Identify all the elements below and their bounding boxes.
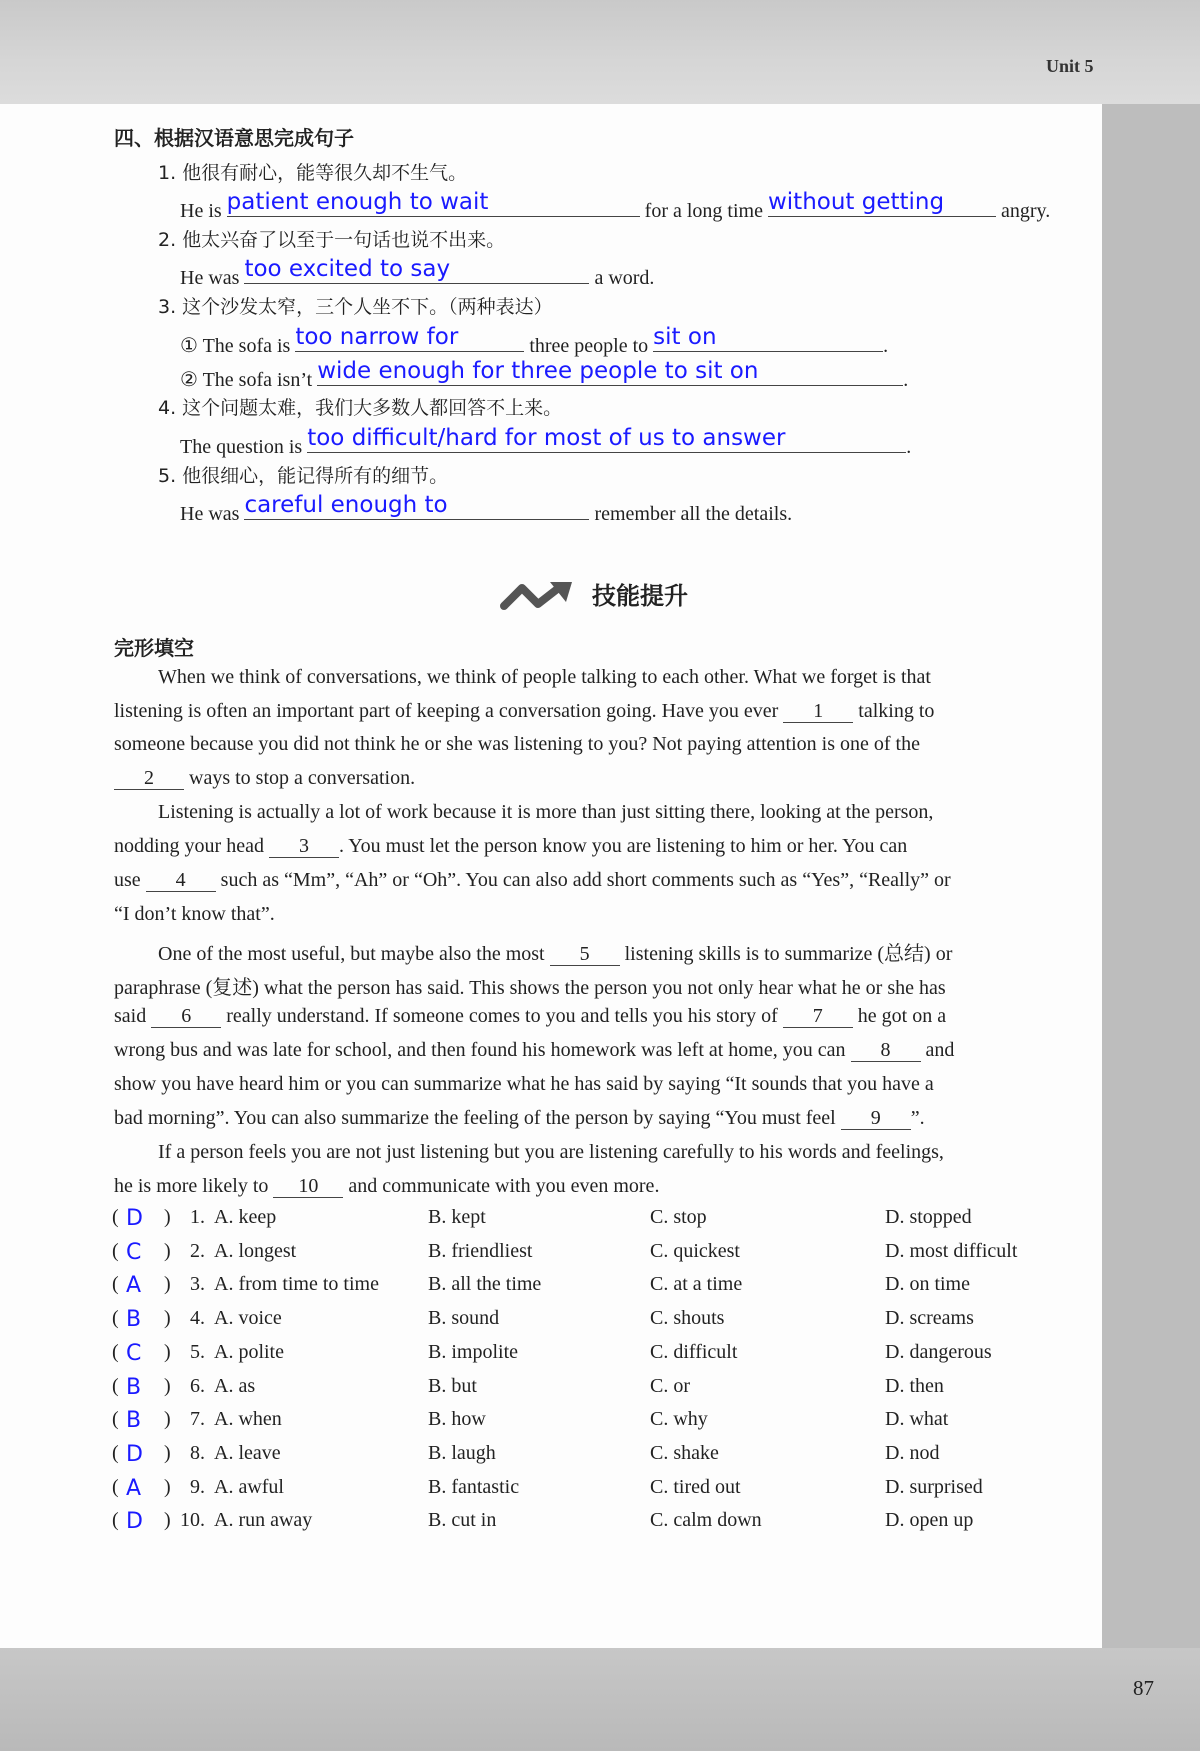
option-c[interactable]: C. stop [650, 1206, 707, 1228]
handwritten-answer: sit on [653, 324, 717, 350]
passage-line: bad morning”. You can also summarize the feeling of the person by saying “You must feel 9 ”. [114, 1107, 925, 1129]
item-4-chinese: 4. 这个问题太难，我们大多数人都回答不上来。 [158, 397, 563, 419]
option-b[interactable]: B. but [428, 1374, 477, 1397]
option-b[interactable]: B. fantastic [428, 1475, 520, 1498]
chosen-answer: B [126, 1408, 142, 1434]
item-1-english: He is patient enough to wait for a long time without getting angry. [180, 189, 1051, 222]
answer-blank[interactable] [307, 426, 906, 453]
paren-close: ) [164, 1206, 171, 1228]
option-a[interactable]: A. run away [214, 1509, 313, 1532]
option-a[interactable]: A. awful [214, 1475, 284, 1498]
item-2-chinese: 2. 他太兴奋了以至于一句话也说不出来。 [158, 229, 506, 251]
chosen-answer: D [126, 1509, 143, 1535]
question-row [112, 1375, 1072, 1405]
option-c[interactable]: C. quickest [650, 1239, 740, 1262]
paren-close: ) [164, 1273, 171, 1296]
blank-number: 1 [783, 700, 853, 723]
unit-label: Unit 5 [1046, 56, 1094, 76]
item-5-chinese: 5. 他很细心，能记得所有的细节。 [158, 465, 449, 487]
option-c[interactable]: C. calm down [650, 1509, 762, 1532]
option-d[interactable]: D. open up [885, 1509, 974, 1532]
option-b[interactable]: B. friendliest [428, 1239, 533, 1262]
option-d[interactable]: D. nod [885, 1441, 940, 1464]
paren-open: ( [112, 1441, 119, 1464]
blank-number: 8 [851, 1039, 921, 1062]
question-number: 8. [190, 1441, 205, 1464]
answer-blank[interactable] [244, 257, 589, 284]
blank-number: 6 [151, 1005, 221, 1028]
option-c[interactable]: C. shouts [650, 1307, 725, 1330]
blank-number: 9 [841, 1107, 911, 1130]
answer-blank[interactable] [317, 359, 903, 386]
option-c[interactable]: C. why [650, 1408, 708, 1431]
passage-line: show you have heard him or you can summarize what he has said by saying “It sounds that you have a [114, 1073, 934, 1095]
handwritten-answer: wide enough for three people to sit on [317, 358, 759, 384]
answer-blank[interactable] [227, 190, 640, 217]
option-a[interactable]: A. keep [214, 1206, 277, 1228]
question-number: 5. [190, 1340, 205, 1363]
question-number: 2. [190, 1239, 205, 1262]
handwritten-answer: too excited to say [244, 256, 451, 282]
item-3-chinese: 3. 这个沙发太窄，三个人坐不下。（两种表达） [158, 296, 553, 318]
item-3-english-1: ① The sofa is too narrow for three people to sit on . [180, 324, 889, 357]
chosen-answer: C [126, 1239, 142, 1265]
blank-number: 10 [273, 1175, 343, 1198]
option-c[interactable]: C. shake [650, 1441, 719, 1464]
item-1-chinese: 1. 他很有耐心，能等很久却不生气。 [158, 162, 468, 184]
handwritten-answer: careful enough to [244, 492, 448, 518]
question-row [112, 1307, 1072, 1337]
question-number: 9. [190, 1475, 205, 1498]
blank-number: 4 [146, 869, 216, 892]
passage-line: nodding your head 3 . You must let the person know you are listening to him or her. You can [114, 835, 908, 857]
blank-number: 2 [114, 767, 184, 790]
blank-number: 5 [550, 943, 620, 966]
option-d[interactable]: D. screams [885, 1307, 974, 1330]
paren-close: ) [164, 1408, 171, 1431]
option-a[interactable]: A. polite [214, 1340, 284, 1363]
scan-top-margin [0, 0, 1200, 104]
item-5-english: He was careful enough to remember all the details. [180, 492, 793, 525]
option-b[interactable]: B. kept [428, 1206, 486, 1228]
option-b[interactable]: B. cut in [428, 1509, 497, 1532]
passage-line: said 6 really understand. If someone comes to you and tells you his story of 7 he got on a [114, 1005, 947, 1027]
paren-open: ( [112, 1509, 119, 1532]
question-row [112, 1442, 1072, 1472]
passage-line: 2 ways to stop a conversation. [114, 767, 415, 790]
passage-line: When we think of conversations, we think of people talking to each other. What we forget is that [158, 666, 931, 688]
passage-line: Listening is actually a lot of work because it is more than just sitting there, looking at the person, [158, 801, 934, 823]
question-number: 6. [190, 1374, 205, 1397]
question-row [112, 1509, 1072, 1539]
option-d[interactable]: D. dangerous [885, 1340, 992, 1363]
paren-close: ) [164, 1509, 171, 1532]
paren-open: ( [112, 1374, 119, 1397]
paren-open: ( [112, 1307, 119, 1330]
option-b[interactable]: B. how [428, 1408, 486, 1431]
trend-arrow-icon [500, 580, 576, 614]
blank-number: 3 [269, 835, 339, 858]
paren-close: ) [164, 1307, 171, 1330]
passage-line: someone because you did not think he or she was listening to you? Not paying attention is one of the [114, 733, 920, 755]
passage-line: “I don’t know that”. [114, 903, 275, 925]
paren-open: ( [112, 1273, 119, 1296]
question-number: 1. [190, 1206, 205, 1228]
chosen-answer: B [126, 1307, 142, 1333]
option-c[interactable]: C. tired out [650, 1475, 741, 1498]
option-b[interactable]: B. sound [428, 1307, 500, 1330]
passage-line: listening is often an important part of keeping a conversation going. Have you ever 1 talking to [114, 700, 935, 722]
passage-line: One of the most useful, but maybe also the most 5 listening skills is to summarize (总结) or [158, 943, 953, 965]
cloze-title: 完形填空 [114, 636, 194, 660]
question-row [112, 1273, 1072, 1303]
item-4-english: The question is too difficult/hard for most of us to answer . [180, 425, 912, 458]
option-a[interactable]: A. from time to time [214, 1273, 379, 1296]
option-d[interactable]: D. what [885, 1408, 949, 1431]
paren-open: ( [112, 1239, 119, 1262]
paren-open: ( [112, 1340, 119, 1363]
option-d[interactable]: D. surprised [885, 1475, 983, 1498]
section-title-part4: 四、根据汉语意思完成句子 [114, 126, 354, 150]
passage-line: he is more likely to 10 and communicate with you even more. [114, 1175, 660, 1197]
skills-title: 技能提升 [592, 582, 688, 610]
item-2-english: He was too excited to say a word. [180, 256, 655, 289]
option-c[interactable]: C. difficult [650, 1340, 738, 1363]
option-a[interactable]: A. longest [214, 1239, 297, 1262]
option-d[interactable]: D. then [885, 1374, 944, 1397]
paren-open: ( [112, 1408, 119, 1431]
question-row [112, 1408, 1072, 1438]
passage-line: wrong bus and was late for school, and then found his homework was left at home, you can 8 and [114, 1039, 955, 1061]
answer-blank[interactable] [768, 190, 996, 217]
option-a[interactable]: A. voice [214, 1307, 282, 1330]
handwritten-answer: patient enough to wait [226, 189, 489, 215]
question-number: 10. [180, 1509, 205, 1532]
chosen-answer: B [126, 1374, 142, 1400]
question-number: 7. [190, 1408, 205, 1431]
chosen-answer: D [126, 1206, 143, 1231]
question-row [112, 1341, 1072, 1371]
option-c[interactable]: C. or [650, 1374, 690, 1397]
chosen-answer: D [126, 1441, 143, 1467]
paren-close: ) [164, 1239, 171, 1262]
option-b[interactable]: B. laugh [428, 1441, 496, 1464]
page-number: 87 [1133, 1676, 1154, 1700]
paren-open: ( [112, 1206, 119, 1228]
option-d[interactable]: D. on time [885, 1273, 970, 1296]
option-b[interactable]: B. all the time [428, 1273, 542, 1296]
chosen-answer: A [126, 1475, 142, 1501]
option-c[interactable]: C. at a time [650, 1273, 743, 1296]
answer-blank[interactable] [244, 493, 589, 520]
blank-number: 7 [783, 1005, 853, 1028]
paren-close: ) [164, 1340, 171, 1363]
option-a[interactable]: A. when [214, 1408, 282, 1431]
passage-line: If a person feels you are not just listening but you are listening carefully to his words and feelings, [158, 1141, 944, 1163]
option-a[interactable]: A. leave [214, 1441, 281, 1464]
chosen-answer: A [126, 1273, 142, 1299]
handwritten-answer: too narrow for [295, 324, 459, 350]
option-b[interactable]: B. impolite [428, 1340, 518, 1363]
chosen-answer: C [126, 1340, 142, 1366]
handwritten-answer: too difficult/hard for most of us to answer [307, 425, 786, 451]
scan-bottom-margin [0, 1648, 1200, 1751]
paren-close: ) [164, 1374, 171, 1397]
answer-blank[interactable] [295, 325, 524, 352]
question-row [112, 1240, 1072, 1270]
question-number: 3. [190, 1273, 205, 1296]
paren-close: ) [164, 1475, 171, 1498]
option-a[interactable]: A. as [214, 1374, 256, 1397]
option-d[interactable]: D. most difficult [885, 1239, 1018, 1262]
question-row [112, 1206, 1072, 1236]
passage-line: use 4 such as “Mm”, “Ah” or “Oh”. You can also add short comments such as “Yes”, “Really” or [114, 869, 951, 891]
question-row [112, 1476, 1072, 1506]
question-number: 4. [190, 1307, 205, 1330]
paren-open: ( [112, 1475, 119, 1498]
paren-close: ) [164, 1441, 171, 1464]
item-3-english-2: ② The sofa isn’t wide enough for three people to sit on . [180, 358, 909, 391]
answer-blank[interactable] [653, 325, 883, 352]
option-d[interactable]: D. stopped [885, 1206, 972, 1228]
handwritten-answer: without getting [767, 189, 945, 215]
passage-line: paraphrase (复述) what the person has said. This shows the person you not only hear what he or she has [114, 977, 946, 999]
